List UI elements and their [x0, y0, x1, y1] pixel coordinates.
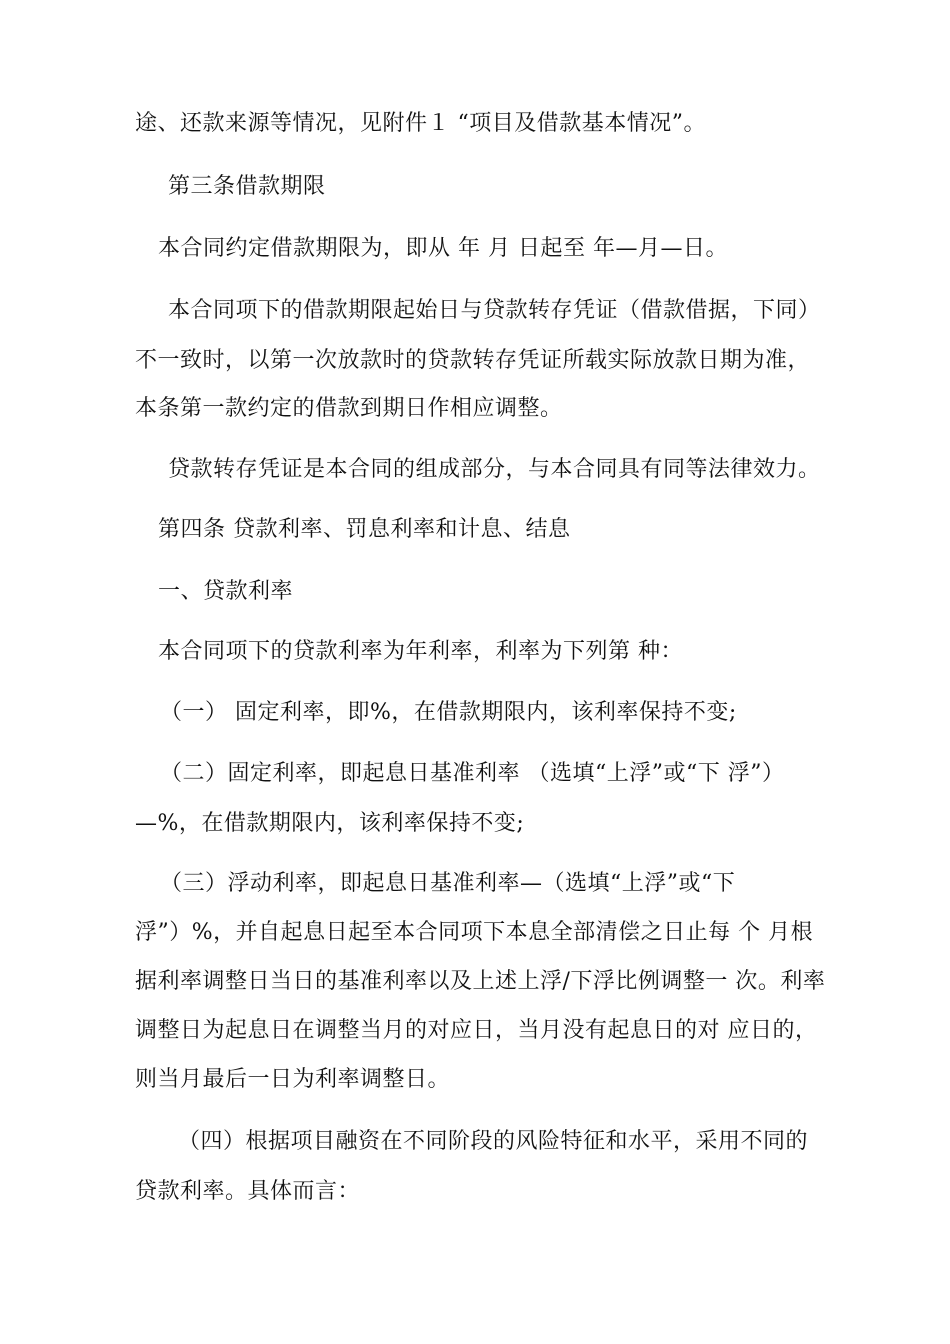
section-heading: 第三条借款期限 [168, 174, 326, 199]
text-line: 浮”）%，并自起息日起至本合同项下本息全部清偿之日止每 个 月根 [135, 920, 814, 945]
text-line: 本合同项下的借款期限起始日与贷款转存凭证（借款借据，下同） [168, 298, 821, 323]
list-item: （三）浮动利率，即起息日基准利率—（选填“上浮”或“下 [160, 871, 736, 896]
text-line: 本合同项下的贷款利率为年利率，利率为下列第 种： [158, 639, 683, 664]
text-line: 调整日为起息日在调整当月的对应日，当月没有起息日的对 应日的， [135, 1018, 818, 1043]
text-line: 贷款转存凭证是本合同的组成部分，与本合同具有同等法律效力。 [168, 457, 821, 482]
text-line: 据利率调整日当日的基准利率以及上述上浮/下浮比例调整一 次。利率 [135, 969, 826, 994]
text-line: 本合同约定借款期限为，即从 年 月 日起至 年—月—日。 [158, 236, 728, 261]
list-item: （一） 固定利率，即%，在借款期限内，该利率保持不变; [160, 700, 737, 725]
list-item: （二）固定利率，即起息日基准利率 （选填“上浮”或“下 浮”） [160, 761, 785, 786]
text-line: —%，在借款期限内，该利率保持不变; [135, 811, 525, 836]
section-heading: 第四条 贷款利率、罚息利率和计息、结息 [158, 517, 571, 542]
text-line: 贷款利率。具体而言： [135, 1179, 361, 1204]
list-item: （四）根据项目融资在不同阶段的风险特征和水平，采用不同的 [178, 1129, 809, 1154]
text-line: 本条第一款约定的借款到期日作相应调整。 [135, 396, 563, 421]
text-line: 则当月最后一日为利率调整日。 [135, 1067, 451, 1092]
text-line: 途、还款来源等情况，见附件１ “项目及借款基本情况”。 [135, 111, 706, 136]
sub-heading: 一、贷款利率 [158, 579, 294, 604]
text-line: 不一致时，以第一次放款时的贷款转存凭证所载实际放款日期为准， [135, 348, 811, 373]
